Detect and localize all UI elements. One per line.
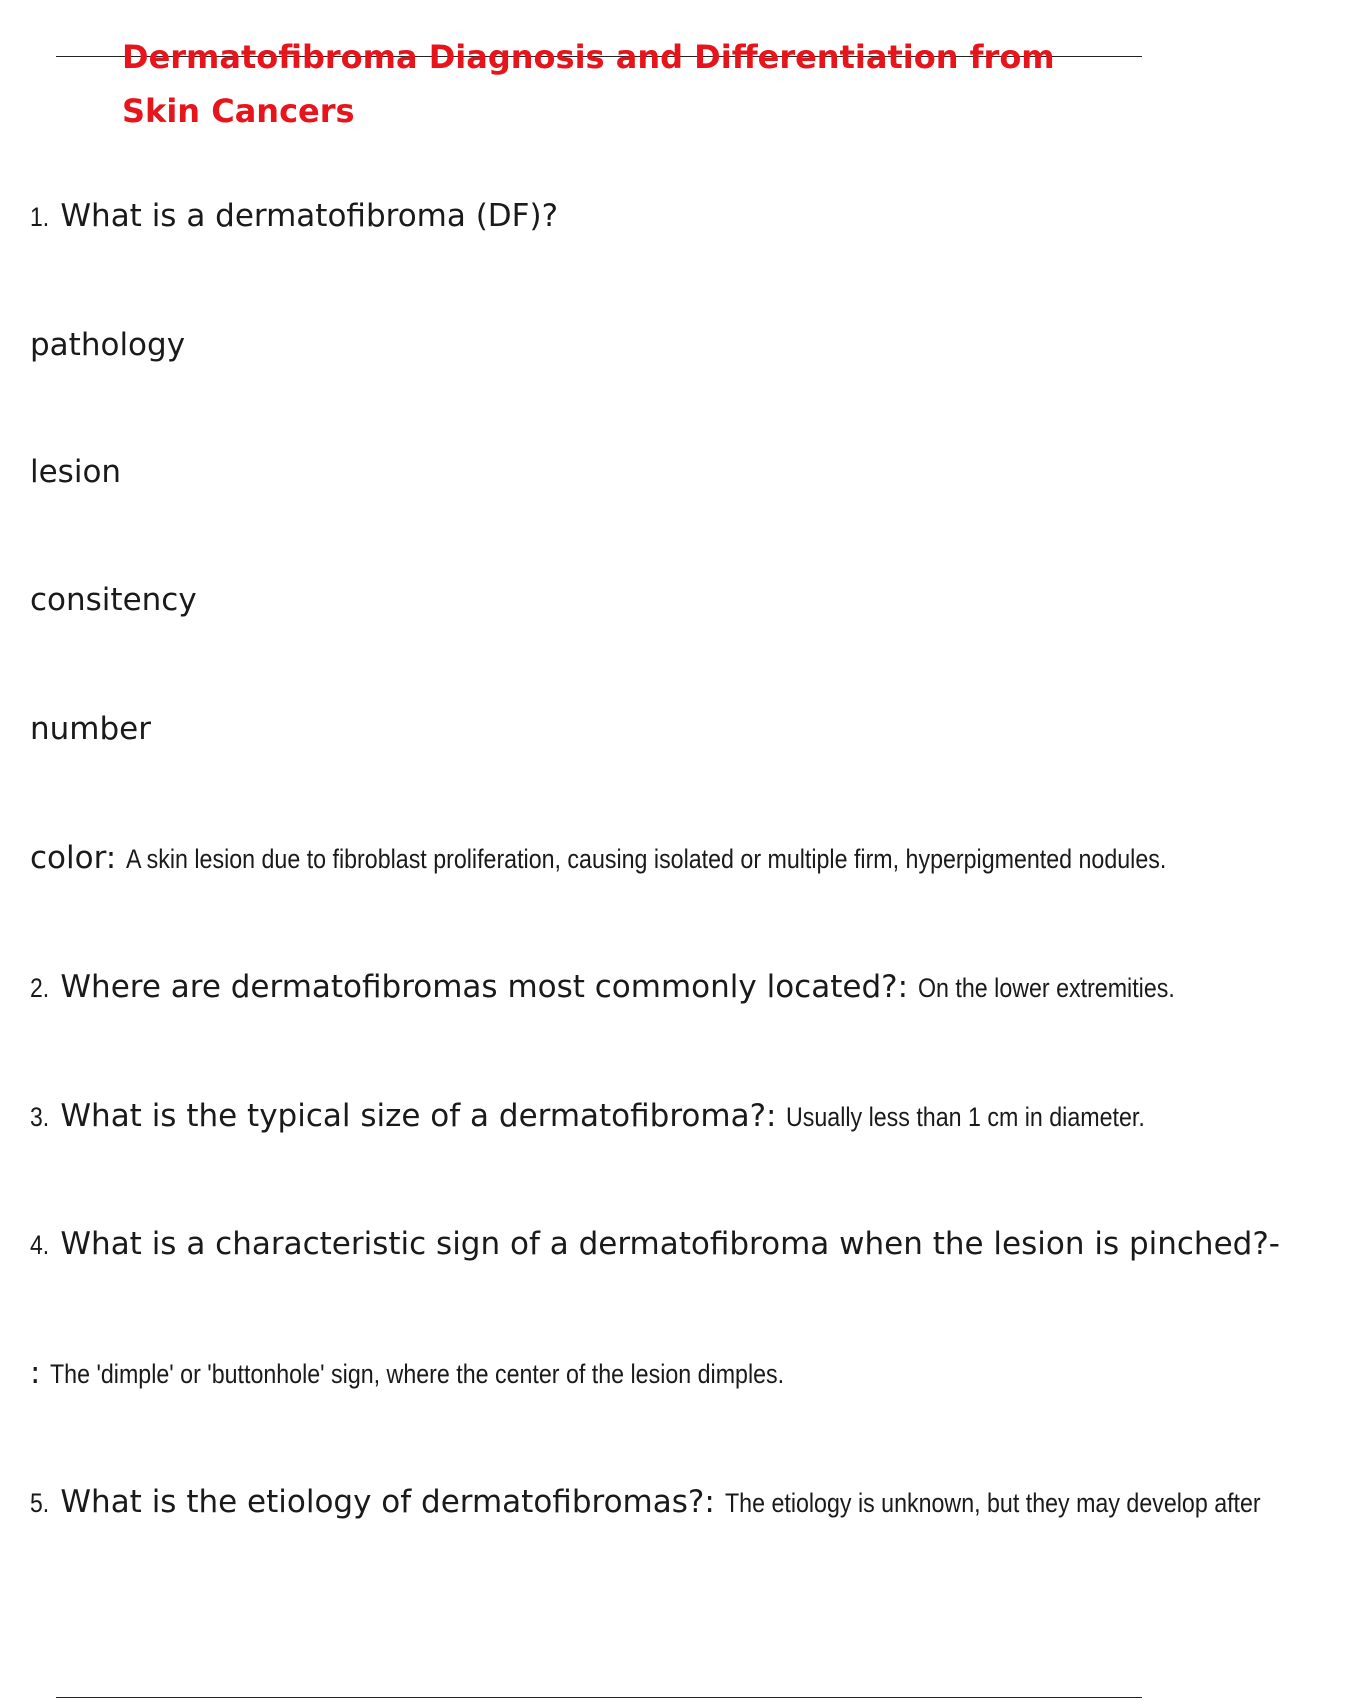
question-2-text: Where are dermatofibromas most commonly located?: xyxy=(60,969,909,1005)
question-4 xyxy=(30,1224,1280,1265)
question-3-answer: Usually less than 1 cm in diameter. xyxy=(786,1102,1146,1132)
question-3-number: 3. xyxy=(30,1102,50,1132)
question-1 xyxy=(30,196,558,237)
question-4-answer-line xyxy=(30,1353,904,1394)
question-1-text: What is a dermatofibroma (DF)? xyxy=(60,198,559,234)
term-pathology: pathology xyxy=(30,327,186,363)
question-5-text: What is the etiology of dermatofibromas?: xyxy=(60,1484,715,1520)
question-4-answer-prefix: : xyxy=(30,1355,41,1391)
question-2-number: 2. xyxy=(30,973,50,1003)
question-4-text: What is a characteristic sign of a dermatofibroma when the lesion is pinched?- xyxy=(60,1226,1280,1262)
question-3-text: What is the typical size of a dermatofibroma?: xyxy=(60,1098,777,1134)
question-4-answer: The 'dimple' or 'buttonhole' sign, where the center of the lesion dimples. xyxy=(50,1359,785,1389)
question-2 xyxy=(30,967,1217,1008)
term-color: color: xyxy=(30,840,117,876)
question-5-answer: The etiology is unknown, but they may develop after xyxy=(724,1488,1261,1518)
question-5 xyxy=(30,1482,1348,1523)
footer-rule xyxy=(56,1697,1142,1698)
term-lesion: lesion xyxy=(30,454,122,490)
question-3 xyxy=(30,1096,1204,1137)
term-number: number xyxy=(30,711,151,747)
question-2-answer: On the lower extremities. xyxy=(917,973,1175,1003)
question-4-number: 4. xyxy=(30,1230,50,1260)
term-consitency: consitency xyxy=(30,582,197,618)
document-title: Dermatofibroma Diagnosis and Differentiation from Skin Cancers xyxy=(122,38,1055,130)
question-1-number: 1. xyxy=(30,202,50,232)
question-5-number: 5. xyxy=(30,1488,50,1518)
term-color-line xyxy=(30,838,1336,879)
question-1-answer: A skin lesion due to fibroblast proliferation, causing isolated or multiple firm, hyperpigmented nodules. xyxy=(126,844,1167,874)
